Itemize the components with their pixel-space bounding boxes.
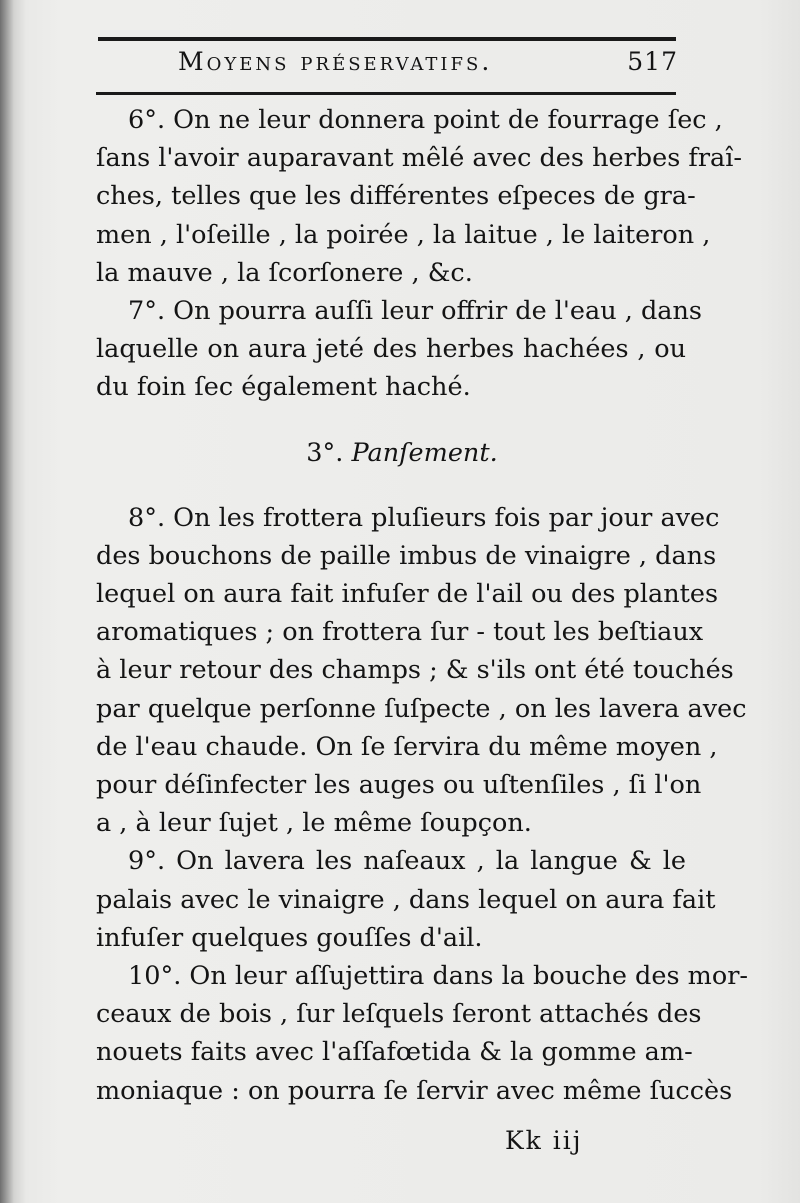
text-line: laquelle on aura jeté des herbes hachées , ou xyxy=(96,334,686,365)
header-rule-top xyxy=(98,37,676,41)
text-line: ches, telles que les différentes eſpeces de gra- xyxy=(96,181,696,212)
text-line: moniaque : on pourra ſe ſervir avec même ſuccès xyxy=(96,1075,733,1106)
text-line: à leur retour des champs ; & s'ils ont été touchés xyxy=(96,655,734,686)
section-heading xyxy=(96,434,686,472)
body-text xyxy=(96,101,749,1110)
text-line: infuſer quelques gouſſes d'ail. xyxy=(96,922,483,953)
text-line: nouets faits avec l'aſſafœtida & la gomme am- xyxy=(96,1037,693,1068)
text-line: de l'eau chaude. On ſe ſervira du même moyen , xyxy=(96,731,718,762)
running-title: Moyens préservatifs. xyxy=(178,47,493,76)
text-line: 8°. On les frottera pluſieurs fois par jour avec xyxy=(128,502,720,533)
text-line: pour déſinfecter les auges ou uſtenſiles , ſi l'on xyxy=(96,770,702,800)
text-line: palais avec le vinaigre , dans lequel on aura fait xyxy=(96,884,716,915)
text-line: 6°. On ne leur donnera point de fourrage ſec , xyxy=(128,105,723,135)
running-header xyxy=(178,47,678,87)
text-line: ſans l'avoir auparavant mêlé avec des herbes fraî- xyxy=(96,143,742,174)
text-line: la mauve , la ſcorſonere , &c. xyxy=(96,257,473,288)
paragraph-7 xyxy=(96,292,702,407)
text-line: du foin ſec également haché. xyxy=(96,372,471,403)
paragraph-8 xyxy=(96,499,747,843)
text-line: men , l'oſeille , la poirée , la laitue , le laiteron , xyxy=(96,219,711,250)
paragraph-6 xyxy=(96,101,742,292)
text-line: ceaux de bois , ſur leſquels ſeront attachés des xyxy=(96,999,702,1030)
text-line: par quelque perſonne ſuſpecte , on les lavera avec xyxy=(96,693,747,724)
paragraph-9 xyxy=(96,842,716,957)
page-number: 517 xyxy=(627,47,678,76)
text-line: 9°. On lavera les naſeaux , la langue & le xyxy=(128,846,686,877)
text-line: aromatiques ; on frottera ſur - tout les beſtiaux xyxy=(96,617,704,648)
paragraph-10 xyxy=(96,957,749,1110)
text-line: des bouchons de paille imbus de vinaigre , dans xyxy=(96,540,717,571)
text-line: lequel on aura fait infuſer de l'ail ou des plantes xyxy=(96,579,719,610)
signature-mark: Kk iij xyxy=(505,1126,583,1155)
text-line: 7°. On pourra auſſi leur offrir de l'eau , dans xyxy=(128,295,702,326)
text-line: a , à leur ſujet , le même ſoupçon. xyxy=(96,808,532,839)
header-rule-bottom xyxy=(96,92,676,95)
section-title: Panſement. xyxy=(351,437,498,468)
section-number: 3°. xyxy=(306,437,344,468)
text-line: 10°. On leur aſſujettira dans la bouche des mor- xyxy=(128,960,749,991)
